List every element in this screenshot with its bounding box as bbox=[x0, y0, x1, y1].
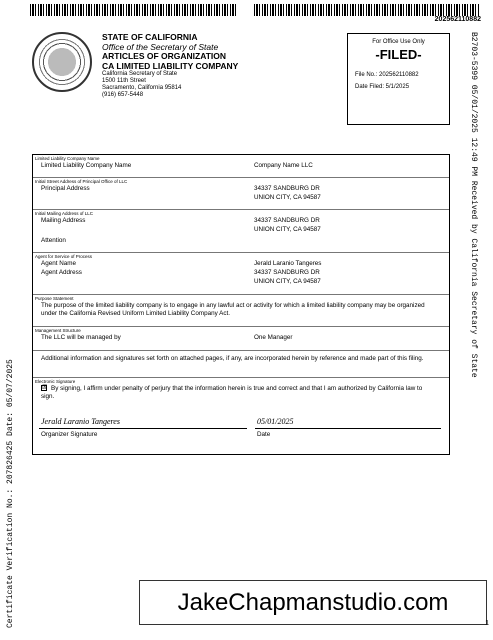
date-line bbox=[255, 428, 441, 429]
section-header: Purpose Statement bbox=[35, 296, 74, 301]
field-row bbox=[33, 269, 449, 278]
organizer-signature: Jerald Laranio Tangeres bbox=[41, 417, 120, 426]
field-value: UNION CITY, CA 94587 bbox=[254, 226, 321, 233]
section-street-address bbox=[33, 178, 449, 210]
field-value: 34337 SANDBURG DR bbox=[254, 269, 320, 276]
field-row bbox=[33, 260, 449, 269]
state-seal-icon bbox=[32, 32, 92, 92]
field-label: Attention bbox=[41, 237, 66, 244]
section-header: Initial Mailing Address of LLC bbox=[35, 211, 94, 216]
section-electronic-signature bbox=[33, 378, 449, 454]
field-row bbox=[33, 226, 449, 235]
articles-form bbox=[32, 154, 450, 455]
watermark-banner: JakeChapmanstudio.com bbox=[139, 580, 487, 625]
field-value: One Manager bbox=[254, 334, 293, 341]
field-label: Agent Address bbox=[41, 269, 82, 276]
section-additional bbox=[33, 351, 449, 378]
purpose-text: The purpose of the limited liability company is to engage in any lawful act or activity for which a limited liability company may be organized under the California Revised Uniform Limited Liability Company Act. bbox=[41, 302, 425, 318]
field-label: Limited Liability Company Name bbox=[41, 162, 132, 169]
field-value: 34337 SANDBURG DR bbox=[254, 217, 320, 224]
checked-checkbox-icon: ☒ bbox=[42, 385, 48, 391]
office-use-box bbox=[347, 33, 450, 125]
section-header: Management Structure bbox=[35, 328, 81, 333]
address-line: Sacramento, California 95814 bbox=[102, 85, 182, 92]
field-value: 34337 SANDBURG DR bbox=[254, 185, 320, 192]
certificate-verification: Certificate Verification No.: 207826425 Date: 05/07/2025 bbox=[6, 359, 15, 628]
office-use-label: For Office Use Only bbox=[372, 39, 425, 45]
received-stamp: B2703-5399 05/01/2025 12:49 PM Received by California Secretary of State bbox=[469, 32, 478, 378]
field-label: The LLC will be managed by bbox=[41, 334, 121, 341]
signature-label: Organizer Signature bbox=[41, 431, 98, 438]
field-value: Company Name LLC bbox=[254, 162, 313, 169]
document-header bbox=[102, 33, 238, 99]
section-mailing-address bbox=[33, 210, 449, 253]
barcode-right bbox=[254, 4, 480, 16]
section-llc-name bbox=[33, 155, 449, 178]
section-purpose bbox=[33, 295, 449, 327]
filed-stamp: -FILED- bbox=[375, 47, 422, 62]
affirmation bbox=[33, 385, 449, 402]
field-row bbox=[33, 185, 449, 194]
date-filed: Date Filed: 5/1/2025 bbox=[355, 84, 410, 90]
barcode-left bbox=[30, 4, 238, 16]
additional-text: Additional information and signatures set forth on attached pages, if any, are incorporated herein by reference and made part of this filing. bbox=[41, 355, 424, 362]
section-agent bbox=[33, 253, 449, 295]
field-row bbox=[33, 237, 449, 246]
field-row bbox=[33, 217, 449, 226]
file-number: File No.: 202562110882 bbox=[355, 72, 419, 78]
address-line: 1500 11th Street bbox=[102, 78, 146, 85]
field-value: UNION CITY, CA 94587 bbox=[254, 194, 321, 201]
field-value: Jerald Laranio Tangeres bbox=[254, 260, 322, 267]
state-name: STATE OF CALIFORNIA bbox=[102, 32, 198, 42]
signature-line bbox=[39, 428, 247, 429]
section-header: Agent for Service of Process bbox=[35, 254, 93, 259]
barcode-number: 202562110882 bbox=[434, 16, 481, 23]
field-row bbox=[33, 162, 449, 171]
section-header: Electronic Signature bbox=[35, 379, 76, 384]
doc-subtitle: CA LIMITED LIABILITY COMPANY bbox=[102, 60, 239, 71]
address-line: California Secretary of State bbox=[102, 71, 178, 78]
phone-number: (916) 657-5448 bbox=[102, 92, 144, 99]
section-header: Limited Liability Company Name bbox=[35, 156, 100, 161]
date-label: Date bbox=[257, 431, 271, 438]
signature-date: 05/01/2025 bbox=[257, 417, 294, 426]
doc-title: ARTICLES OF ORGANIZATION bbox=[102, 51, 227, 62]
page-number: 1 bbox=[485, 620, 489, 627]
affirmation-text: By signing, I affirm under penalty of perjury that the information herein is true and correct and that I am authorized by California law to sign. bbox=[41, 385, 423, 401]
field-row bbox=[33, 334, 449, 343]
field-value: UNION CITY, CA 94587 bbox=[254, 278, 321, 285]
section-header: Initial Street Address of Principal Office of LLC bbox=[35, 179, 128, 184]
field-label: Agent Name bbox=[41, 260, 77, 267]
field-row bbox=[33, 194, 449, 203]
section-management bbox=[33, 327, 449, 351]
field-label: Principal Address bbox=[41, 185, 90, 192]
field-row bbox=[33, 278, 449, 287]
field-label: Mailing Address bbox=[41, 217, 86, 224]
office-name: Office of the Secretary of State bbox=[102, 41, 219, 52]
